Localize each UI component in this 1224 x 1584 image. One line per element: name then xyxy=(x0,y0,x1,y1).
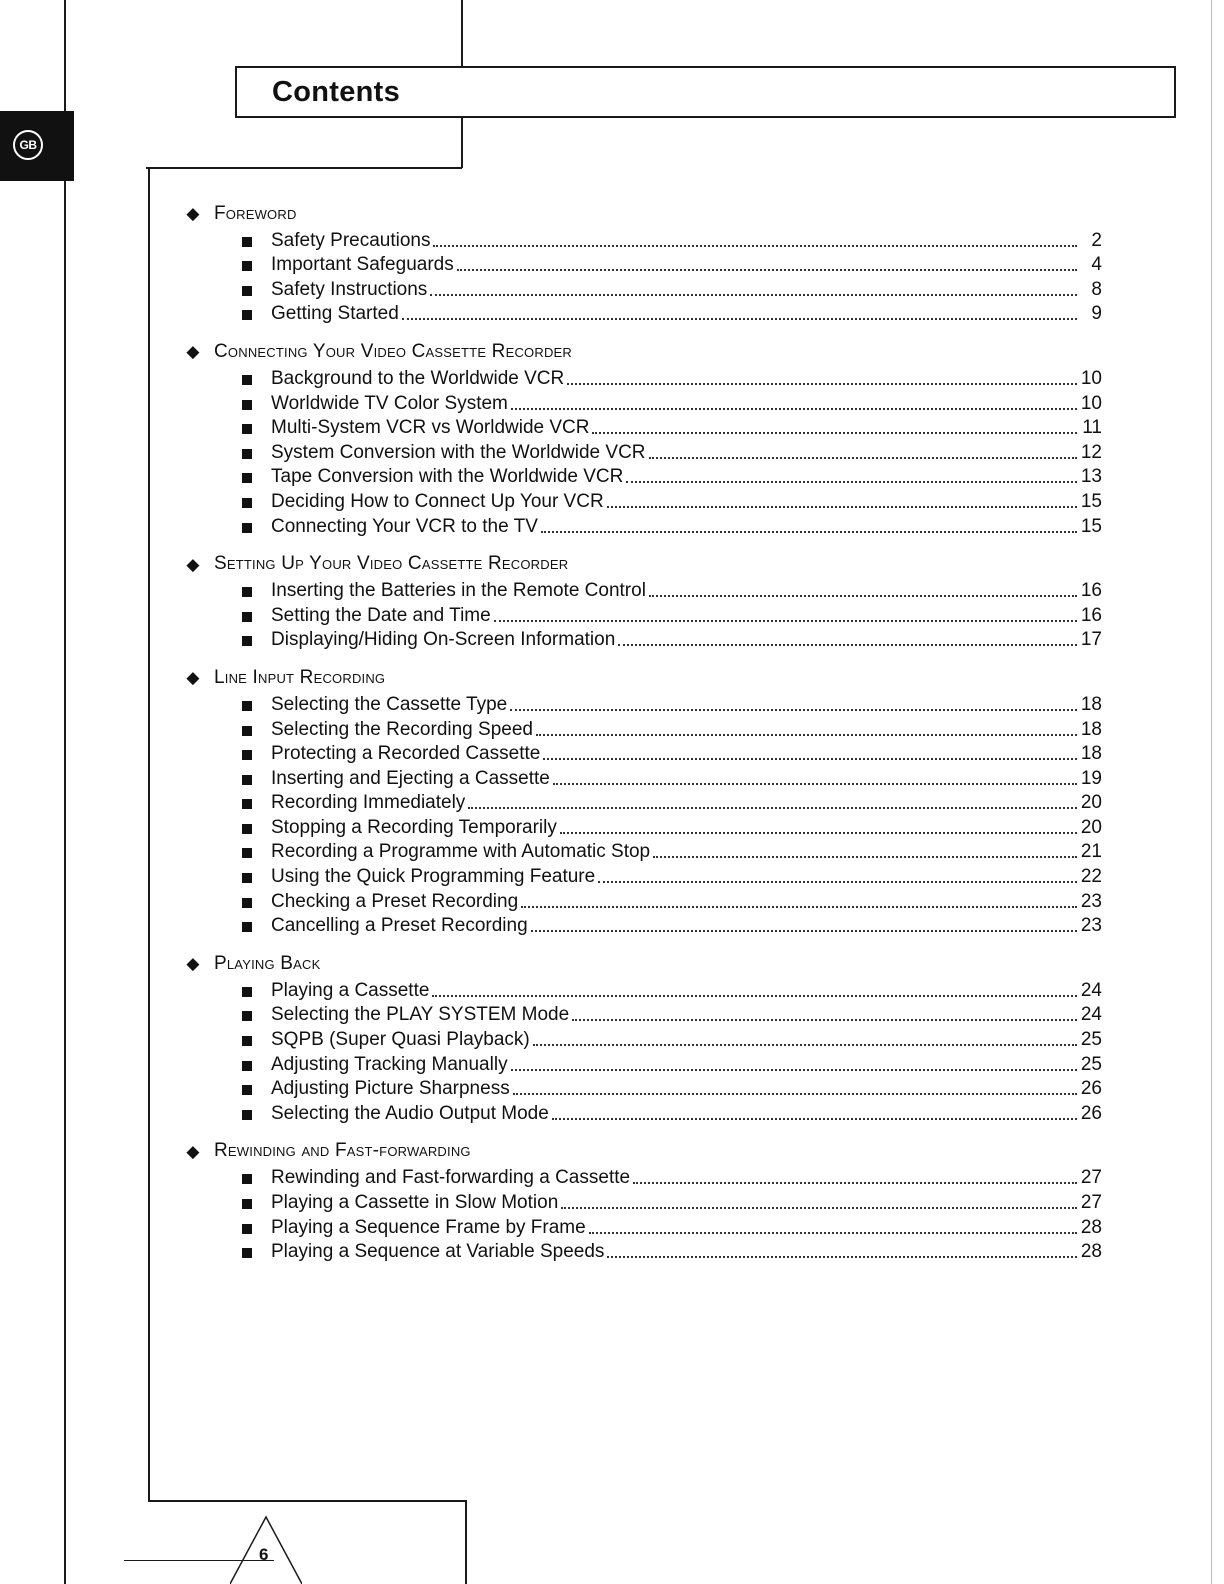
toc-entry xyxy=(184,814,1102,839)
square-bullet-icon xyxy=(242,1248,252,1258)
toc-entry xyxy=(184,578,1102,603)
toc-entry xyxy=(184,1076,1102,1101)
toc-entry xyxy=(184,464,1102,489)
entry-page-number: 23 xyxy=(1080,890,1102,912)
entry-title: Adjusting Picture Sharpness xyxy=(271,1078,510,1100)
entry-page-number: 20 xyxy=(1080,792,1102,814)
dot-leader xyxy=(567,383,1077,385)
dot-leader xyxy=(589,1232,1077,1234)
toc-entry xyxy=(184,741,1102,766)
entry-page-number: 20 xyxy=(1080,816,1102,838)
section-heading xyxy=(184,950,1102,977)
toc-section xyxy=(184,200,1102,325)
entry-page-number: 13 xyxy=(1080,466,1102,488)
square-bullet-icon xyxy=(242,498,252,508)
dot-leader xyxy=(543,758,1077,760)
square-bullet-icon xyxy=(242,261,252,271)
dot-leader xyxy=(521,906,1077,908)
entry-page-number: 28 xyxy=(1080,1216,1102,1238)
toc-entry xyxy=(184,839,1102,864)
entry-page-number: 15 xyxy=(1080,515,1102,537)
entry-title: Selecting the Cassette Type xyxy=(271,693,508,715)
square-bullet-icon xyxy=(242,824,252,834)
entry-page-number: 27 xyxy=(1080,1167,1102,1189)
entry-title: Playing a Sequence Frame by Frame xyxy=(271,1216,586,1238)
square-bullet-icon xyxy=(242,1036,252,1046)
entry-title: Recording a Programme with Automatic Stop xyxy=(271,841,651,863)
entry-title: Using the Quick Programming Feature xyxy=(271,866,596,888)
square-bullet-icon xyxy=(242,898,252,908)
contents-header xyxy=(235,66,1176,118)
dot-leader xyxy=(649,457,1077,459)
entry-page-number: 11 xyxy=(1082,417,1102,439)
section-title: Foreword xyxy=(214,202,297,224)
entry-page-number: 17 xyxy=(1080,629,1102,651)
square-bullet-icon xyxy=(242,1174,252,1184)
entry-title: Worldwide TV Color System xyxy=(271,392,508,414)
entry-page-number: 15 xyxy=(1080,490,1102,512)
square-bullet-icon xyxy=(242,424,252,434)
toc-entry xyxy=(184,415,1102,440)
entry-title: Getting Started xyxy=(271,303,399,325)
square-bullet-icon xyxy=(242,1199,252,1209)
entry-title: Stopping a Recording Temporarily xyxy=(271,816,557,838)
section-title: Connecting Your Video Cassette Recorder xyxy=(214,340,572,362)
entry-title: Deciding How to Connect Up Your VCR xyxy=(271,490,604,512)
toc-entry xyxy=(184,513,1102,538)
toc-entry xyxy=(184,439,1102,464)
entry-page-number: 18 xyxy=(1080,718,1102,740)
entry-title: Tape Conversion with the Worldwide VCR xyxy=(271,466,624,488)
square-bullet-icon xyxy=(242,775,252,785)
entry-title: Inserting and Ejecting a Cassette xyxy=(271,767,550,789)
entry-page-number: 2 xyxy=(1091,229,1102,251)
dot-leader xyxy=(511,408,1077,410)
entry-page-number: 8 xyxy=(1091,278,1102,300)
entry-page-number: 25 xyxy=(1080,1053,1102,1075)
entry-page-number: 22 xyxy=(1080,866,1102,888)
toc-entry xyxy=(184,1239,1102,1264)
toc-entry xyxy=(184,863,1102,888)
diamond-bullet-icon: ◆ xyxy=(186,342,200,362)
toc-entry xyxy=(184,716,1102,741)
square-bullet-icon xyxy=(242,848,252,858)
entry-page-number: 12 xyxy=(1080,441,1102,463)
dot-leader xyxy=(552,1118,1077,1120)
section-title: Playing Back xyxy=(214,952,321,974)
frame-right-lower-line xyxy=(465,1500,467,1584)
toc-entry xyxy=(184,1189,1102,1214)
toc-entry xyxy=(184,390,1102,415)
toc-section xyxy=(184,664,1102,937)
toc-entry xyxy=(184,790,1102,815)
dot-leader xyxy=(494,620,1077,622)
entry-page-number: 28 xyxy=(1080,1241,1102,1263)
square-bullet-icon xyxy=(242,1110,252,1120)
entry-title: Recording Immediately xyxy=(271,792,466,814)
dot-leader xyxy=(572,1019,1077,1021)
toc-entry xyxy=(184,977,1102,1002)
toc-entry xyxy=(184,488,1102,513)
entry-page-number: 19 xyxy=(1080,767,1102,789)
square-bullet-icon xyxy=(242,1061,252,1071)
toc-entry xyxy=(184,276,1102,301)
square-bullet-icon xyxy=(242,310,252,320)
entry-page-number: 24 xyxy=(1080,1004,1102,1026)
diamond-bullet-icon: ◆ xyxy=(186,1141,200,1161)
square-bullet-icon xyxy=(242,1011,252,1021)
entry-page-number: 21 xyxy=(1080,841,1102,863)
toc-entry xyxy=(184,252,1102,277)
entry-title: Rewinding and Fast-forwarding a Cassette xyxy=(271,1167,631,1189)
entry-page-number: 25 xyxy=(1080,1029,1102,1051)
entry-title: Multi-System VCR vs Worldwide VCR xyxy=(271,417,590,439)
dot-leader xyxy=(402,318,1077,320)
entry-title: Adjusting Tracking Manually xyxy=(271,1053,508,1075)
entry-title: Playing a Sequence at Variable Speeds xyxy=(271,1241,605,1263)
dot-leader xyxy=(561,1207,1077,1209)
top-vertical-line xyxy=(461,0,463,66)
toc-section xyxy=(184,551,1102,652)
entry-title: Setting the Date and Time xyxy=(271,604,491,626)
entry-page-number: 16 xyxy=(1080,580,1102,602)
entry-title: Selecting the Audio Output Mode xyxy=(271,1102,549,1124)
entry-title: Selecting the PLAY SYSTEM Mode xyxy=(271,1004,570,1026)
dot-leader xyxy=(511,1069,1077,1071)
entry-title: Selecting the Recording Speed xyxy=(271,718,533,740)
toc-entry xyxy=(184,1051,1102,1076)
dot-leader xyxy=(560,832,1077,834)
entry-title: Important Safeguards xyxy=(271,254,454,276)
diamond-bullet-icon: ◆ xyxy=(186,954,200,974)
frame-top-line xyxy=(146,167,462,169)
square-bullet-icon xyxy=(242,922,252,932)
dot-leader xyxy=(513,1093,1077,1095)
square-bullet-icon xyxy=(242,449,252,459)
section-title: Rewinding and Fast-forwarding xyxy=(214,1140,471,1162)
entry-title: SQPB (Super Quasi Playback) xyxy=(271,1029,530,1051)
section-heading xyxy=(184,200,1102,227)
square-bullet-icon xyxy=(242,726,252,736)
entry-title: Cancelling a Preset Recording xyxy=(271,915,528,937)
entry-title: Background to the Worldwide VCR xyxy=(271,367,565,389)
dot-leader xyxy=(533,1044,1077,1046)
dot-leader xyxy=(531,930,1077,932)
frame-bottom-line xyxy=(148,1500,466,1502)
dot-leader xyxy=(468,807,1077,809)
square-bullet-icon xyxy=(242,286,252,296)
square-bullet-icon xyxy=(242,799,252,809)
toc-entry xyxy=(184,1100,1102,1125)
entry-page-number: 10 xyxy=(1080,392,1102,414)
frame-right-upper-line xyxy=(461,118,463,168)
square-bullet-icon xyxy=(242,636,252,646)
section-title: Line Input Recording xyxy=(214,666,386,688)
section-heading xyxy=(184,1138,1102,1165)
square-bullet-icon xyxy=(242,523,252,533)
toc-entry xyxy=(184,365,1102,390)
dot-leader xyxy=(510,709,1077,711)
entry-title: Connecting Your VCR to the TV xyxy=(271,515,538,537)
entry-title: Protecting a Recorded Cassette xyxy=(271,743,541,765)
entry-title: Inserting the Batteries in the Remote Control xyxy=(271,580,646,602)
footer-rule-line xyxy=(124,1560,274,1561)
square-bullet-icon xyxy=(242,701,252,711)
left-margin-line xyxy=(64,0,66,1584)
dot-leader xyxy=(633,1182,1077,1184)
entry-page-number: 27 xyxy=(1080,1192,1102,1213)
toc-entry xyxy=(184,1214,1102,1239)
toc-entry xyxy=(184,888,1102,913)
square-bullet-icon xyxy=(242,375,252,385)
toc-section xyxy=(184,950,1102,1125)
toc-entry xyxy=(184,1002,1102,1027)
section-heading xyxy=(184,664,1102,691)
section-heading xyxy=(184,551,1102,578)
square-bullet-icon xyxy=(242,1224,252,1234)
entry-title: Checking a Preset Recording xyxy=(271,890,519,912)
right-edge-line xyxy=(1211,0,1212,1584)
dot-leader xyxy=(649,595,1077,597)
entry-page-number: 18 xyxy=(1080,743,1102,765)
square-bullet-icon xyxy=(242,587,252,597)
dot-leader xyxy=(433,245,1077,247)
entry-title: Safety Precautions xyxy=(271,229,431,251)
toc-entry xyxy=(184,691,1102,716)
entry-page-number: 10 xyxy=(1080,367,1102,389)
entry-title: Displaying/Hiding On-Screen Information xyxy=(271,629,616,651)
page-number: 6 xyxy=(259,1545,269,1564)
square-bullet-icon xyxy=(242,473,252,483)
square-bullet-icon xyxy=(242,987,252,997)
language-badge: GB xyxy=(13,130,43,160)
dot-leader xyxy=(553,783,1077,785)
toc-entry xyxy=(184,602,1102,627)
entry-title: Playing a Cassette in Slow Motion xyxy=(271,1192,559,1213)
diamond-bullet-icon: ◆ xyxy=(186,554,200,574)
frame-left-line xyxy=(148,167,150,1501)
dot-leader xyxy=(592,432,1077,434)
diamond-bullet-icon: ◆ xyxy=(186,668,200,688)
square-bullet-icon xyxy=(242,237,252,247)
entry-page-number: 4 xyxy=(1091,254,1102,276)
entry-title: Safety Instructions xyxy=(271,278,428,300)
entry-title: System Conversion with the Worldwide VCR xyxy=(271,441,646,463)
dot-leader xyxy=(607,506,1077,508)
dot-leader xyxy=(653,856,1077,858)
square-bullet-icon xyxy=(242,750,252,760)
square-bullet-icon xyxy=(242,873,252,883)
square-bullet-icon xyxy=(242,1085,252,1095)
section-heading xyxy=(184,338,1102,365)
toc-entry xyxy=(184,1026,1102,1051)
diamond-bullet-icon: ◆ xyxy=(186,204,200,223)
square-bullet-icon xyxy=(242,400,252,410)
dot-leader xyxy=(626,481,1077,483)
toc-section xyxy=(184,1138,1102,1263)
entry-page-number: 9 xyxy=(1091,303,1102,325)
toc-entry xyxy=(184,301,1102,326)
square-bullet-icon xyxy=(242,612,252,622)
dot-leader xyxy=(607,1256,1077,1258)
toc-entry xyxy=(184,627,1102,652)
dot-leader xyxy=(430,294,1077,296)
dot-leader xyxy=(536,734,1077,736)
toc-entry xyxy=(184,913,1102,938)
dot-leader xyxy=(598,881,1077,883)
entry-page-number: 26 xyxy=(1080,1102,1102,1124)
table-of-contents xyxy=(184,200,1102,1276)
dot-leader xyxy=(618,644,1077,646)
toc-entry xyxy=(184,1165,1102,1190)
toc-entry xyxy=(184,227,1102,252)
toc-section xyxy=(184,338,1102,537)
entry-page-number: 18 xyxy=(1080,693,1102,715)
page-title: Contents xyxy=(272,76,401,108)
entry-page-number: 24 xyxy=(1080,979,1102,1001)
entry-page-number: 16 xyxy=(1080,604,1102,626)
entry-title: Playing a Cassette xyxy=(271,979,430,1001)
dot-leader xyxy=(432,995,1077,997)
toc-entry xyxy=(184,765,1102,790)
dot-leader xyxy=(541,531,1077,533)
entry-page-number: 26 xyxy=(1080,1078,1102,1100)
section-title: Setting Up Your Video Cassette Recorder xyxy=(214,553,569,575)
entry-page-number: 23 xyxy=(1080,915,1102,937)
dot-leader xyxy=(457,269,1077,271)
